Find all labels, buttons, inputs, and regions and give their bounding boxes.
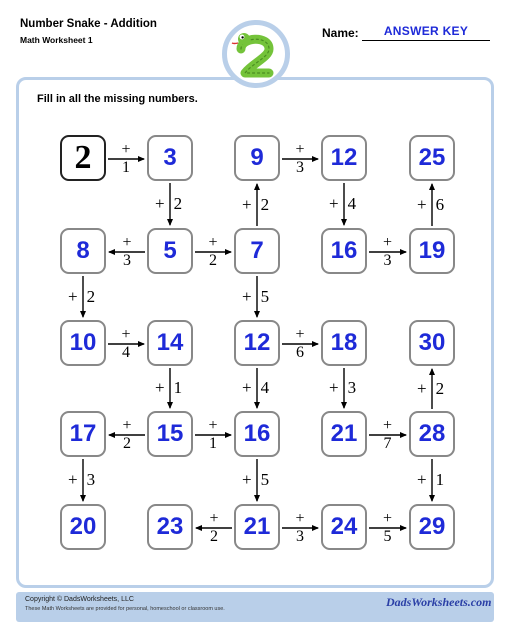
plus-sign: + (242, 195, 252, 214)
addend: 4 (122, 344, 130, 361)
number-cell[interactable]: 29 (409, 504, 455, 550)
number-cell[interactable]: 19 (409, 228, 455, 274)
number-cell[interactable]: 25 (409, 135, 455, 181)
plus-sign: + (122, 234, 132, 251)
addend: 5 (383, 528, 392, 545)
addend: 3 (296, 528, 304, 545)
plus-sign: + (208, 417, 218, 434)
operation-label (68, 288, 95, 305)
addend: 4 (347, 194, 357, 213)
addend: 4 (260, 378, 270, 397)
addend: 7 (383, 435, 392, 452)
addend: 3 (347, 378, 357, 397)
number-cell[interactable]: 10 (60, 320, 106, 366)
plus-sign: + (209, 510, 219, 527)
addend: 2 (210, 528, 218, 545)
addend: 2 (173, 194, 183, 213)
operation-label (378, 418, 398, 452)
plus-sign: + (295, 141, 305, 158)
number-cell[interactable]: 23 (147, 504, 193, 550)
plus-sign: + (295, 510, 305, 527)
addend: 2 (86, 286, 96, 306)
operation-label (203, 235, 223, 269)
number-cell[interactable]: 5 (147, 228, 193, 274)
plus-sign: + (295, 326, 305, 343)
addend: 1 (209, 435, 217, 452)
plus-sign: + (121, 326, 131, 343)
operation-label (417, 471, 444, 488)
plus-sign: + (242, 378, 252, 397)
number-cell[interactable]: 12 (234, 320, 280, 366)
number-cell[interactable]: 21 (321, 411, 367, 457)
number-cell[interactable]: 20 (60, 504, 106, 550)
copyright-text: Copyright © DadsWorksheets, LLC (25, 596, 134, 603)
number-cell[interactable]: 7 (234, 228, 280, 274)
addend: 5 (260, 470, 270, 489)
operation-label (242, 379, 269, 396)
addend: 2 (435, 379, 445, 398)
operation-label (203, 418, 223, 452)
addend: 1 (435, 470, 445, 489)
number-cell[interactable]: 15 (147, 411, 193, 457)
operation-label (290, 142, 310, 176)
operation-label (116, 327, 136, 361)
addend: 3 (296, 159, 304, 176)
number-cell[interactable]: 3 (147, 135, 193, 181)
operation-label (378, 235, 398, 269)
number-cell[interactable]: 18 (321, 320, 367, 366)
plus-sign: + (417, 195, 427, 214)
addend: 3 (123, 252, 131, 269)
operation-label (117, 418, 137, 452)
plus-sign: + (242, 286, 252, 306)
operation-label (116, 142, 136, 176)
number-cell[interactable]: 28 (409, 411, 455, 457)
operation-label (242, 196, 269, 213)
number-cell[interactable]: 30 (409, 320, 455, 366)
plus-sign: + (382, 510, 393, 527)
plus-sign: + (329, 194, 339, 213)
addend: 1 (122, 159, 130, 176)
plus-sign: + (122, 417, 132, 434)
operation-label (242, 288, 269, 305)
plus-sign: + (382, 234, 393, 251)
operation-label (329, 379, 356, 396)
number-cell[interactable]: 16 (321, 228, 367, 274)
instructions: Fill in all the missing numbers. (37, 93, 198, 105)
addend: 2 (260, 195, 270, 214)
addend: 5 (260, 286, 270, 306)
addend: 6 (296, 344, 304, 361)
operation-label (417, 196, 444, 213)
addend: 6 (435, 195, 445, 214)
operation-label (417, 380, 444, 397)
addend: 1 (173, 378, 183, 397)
plus-sign: + (121, 141, 131, 158)
number-cell[interactable]: 24 (321, 504, 367, 550)
plus-sign: + (68, 286, 78, 306)
plus-sign: + (382, 417, 393, 434)
number-cell[interactable]: 14 (147, 320, 193, 366)
page-subtitle: Math Worksheet 1 (20, 35, 93, 45)
operation-label (242, 471, 269, 488)
plus-sign: + (417, 470, 427, 489)
operation-label (290, 511, 310, 545)
operation-label (378, 511, 398, 545)
plus-sign: + (155, 194, 165, 213)
number-cell[interactable]: 12 (321, 135, 367, 181)
operation-label (117, 235, 137, 269)
operation-label (155, 379, 182, 396)
addend: 2 (123, 435, 131, 452)
plus-sign: + (329, 378, 339, 397)
answer-key-text: ANSWER KEY (383, 24, 469, 38)
operation-label (329, 195, 356, 212)
number-cell[interactable]: 9 (234, 135, 280, 181)
start-number-cell: 2 (60, 135, 106, 181)
disclaimer-text: These Math Worksheets are provided for personal, homeschool or classroom use. (25, 606, 225, 612)
addend: 3 (86, 470, 96, 489)
addend: 2 (209, 252, 217, 269)
plus-sign: + (155, 378, 165, 397)
page-title: Number Snake - Addition (20, 18, 157, 30)
operation-label (155, 195, 182, 212)
brand-logo: DadsWorksheets.com (386, 595, 492, 609)
plus-sign: + (417, 379, 427, 398)
number-cell[interactable]: 17 (60, 411, 106, 457)
number-cell[interactable]: 16 (234, 411, 280, 457)
number-cell[interactable]: 21 (234, 504, 280, 550)
number-cell[interactable]: 8 (60, 228, 106, 274)
plus-sign: + (68, 470, 78, 489)
plus-sign: + (242, 470, 252, 489)
operation-label (290, 327, 310, 361)
addend: 3 (383, 252, 392, 269)
operation-label (68, 471, 95, 488)
name-label: Name: (322, 26, 359, 40)
operation-label (204, 511, 224, 545)
plus-sign: + (208, 234, 218, 251)
